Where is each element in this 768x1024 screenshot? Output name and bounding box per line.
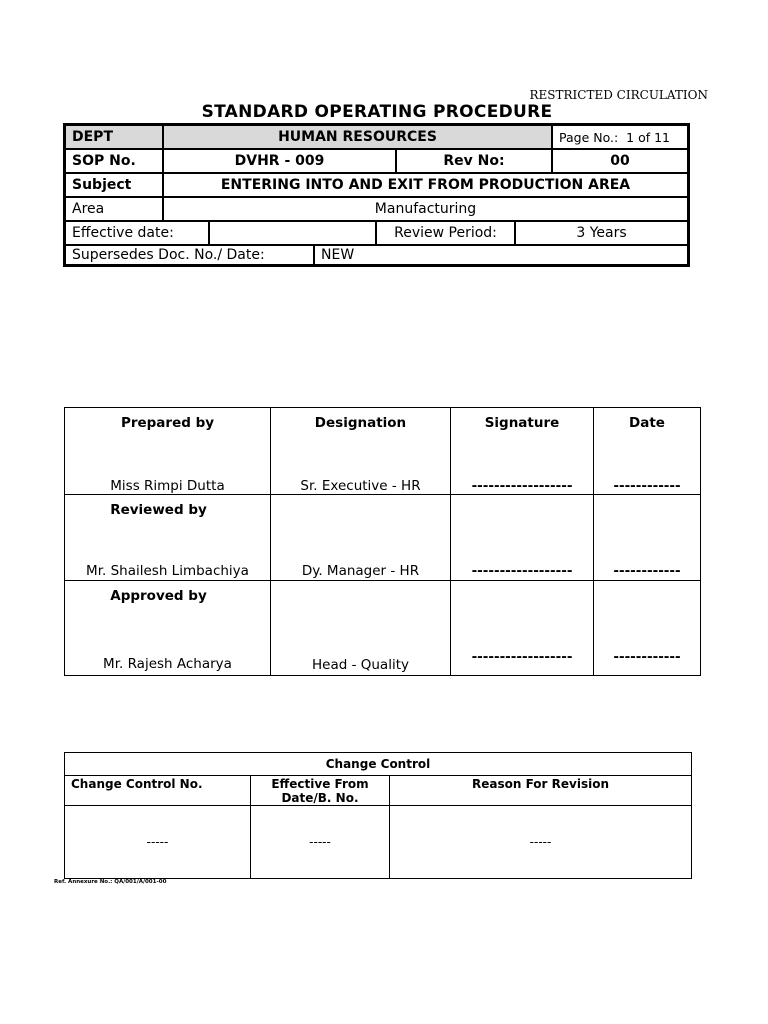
document-title: STANDARD OPERATING PROCEDURE [201, 102, 553, 122]
signoff-table [64, 407, 701, 676]
table-row [65, 495, 701, 581]
approved-by-cell [65, 581, 271, 676]
signature-header: Signature [484, 415, 560, 431]
date-header: Date [629, 415, 665, 431]
sop-no-label: SOP No. [65, 149, 163, 173]
supersedes-value: NEW [314, 245, 688, 265]
preparer-designation: Sr. Executive - HR [300, 478, 421, 494]
subject-value: ENTERING INTO AND EXIT FROM PRODUCTION AREA [163, 173, 688, 197]
designation-header: Designation [314, 415, 407, 431]
preparer-name: Miss Rimpi Dutta [110, 478, 225, 494]
annexure-reference: Ref. Annexure No.: QA/001/A/001-00 [54, 879, 167, 885]
rev-no-value: 00 [552, 149, 688, 173]
change-control-table [64, 752, 692, 879]
approver-signature: ------------------ [471, 649, 573, 665]
signature-cell [451, 408, 594, 495]
review-period-value: 3 Years [515, 221, 688, 245]
restricted-circulation-label: RESTRICTED CIRCULATION [529, 88, 708, 102]
page-number-value: 1 of 11 [626, 129, 671, 145]
date-cell [594, 495, 701, 581]
table-row [65, 776, 692, 806]
reviewed-by-cell [65, 495, 271, 581]
preparer-date: ------------ [613, 478, 681, 494]
prepared-by-cell [65, 408, 271, 495]
supersedes-label: Supersedes Doc. No./ Date: [65, 245, 314, 265]
table-row [65, 753, 692, 776]
reviewed-by-label: Reviewed by [110, 502, 207, 518]
designation-cell [271, 581, 451, 676]
reviewer-date: ------------ [613, 563, 681, 579]
change-control-no-value: ----- [65, 806, 251, 879]
prepared-by-header: Prepared by [120, 415, 215, 431]
effective-from-header: Effective From Date/B. No. [251, 776, 390, 806]
date-cell [594, 408, 701, 495]
page-number [552, 125, 688, 149]
approved-by-label: Approved by [110, 588, 207, 604]
change-control-no-header: Change Control No. [65, 776, 251, 806]
signature-cell [451, 581, 594, 676]
reviewer-signature: ------------------ [471, 563, 573, 579]
approver-name: Mr. Rajesh Acharya [103, 656, 232, 672]
area-label: Area [65, 197, 163, 221]
reason-for-revision-value: ----- [390, 806, 692, 879]
area-value: Manufacturing [163, 197, 688, 221]
dept-label: DEPT [65, 125, 163, 149]
signature-cell [451, 495, 594, 581]
preparer-signature: ------------------ [471, 478, 573, 494]
sop-header-table [63, 123, 690, 267]
effective-from-value: ----- [251, 806, 390, 879]
effective-date-value [209, 221, 376, 245]
date-cell [594, 581, 701, 676]
change-control-title: Change Control [65, 753, 692, 776]
reviewer-designation: Dy. Manager - HR [301, 563, 420, 579]
sop-no-value: DVHR - 009 [163, 149, 396, 173]
table-row [65, 806, 692, 879]
dept-value: HUMAN RESOURCES [163, 125, 552, 149]
table-row [65, 408, 701, 495]
reviewer-name: Mr. Shailesh Limbachiya [86, 563, 249, 579]
effective-date-label: Effective date: [65, 221, 209, 245]
approver-date: ------------ [613, 649, 681, 665]
review-period-label: Review Period: [376, 221, 515, 245]
subject-label: Subject [65, 173, 163, 197]
rev-no-label: Rev No: [396, 149, 552, 173]
table-row [65, 581, 701, 676]
page-number-label: Page No.: [559, 129, 619, 145]
designation-cell [271, 495, 451, 581]
reason-for-revision-header: Reason For Revision [390, 776, 692, 806]
approver-designation: Head - Quality [312, 657, 409, 673]
designation-cell [271, 408, 451, 495]
